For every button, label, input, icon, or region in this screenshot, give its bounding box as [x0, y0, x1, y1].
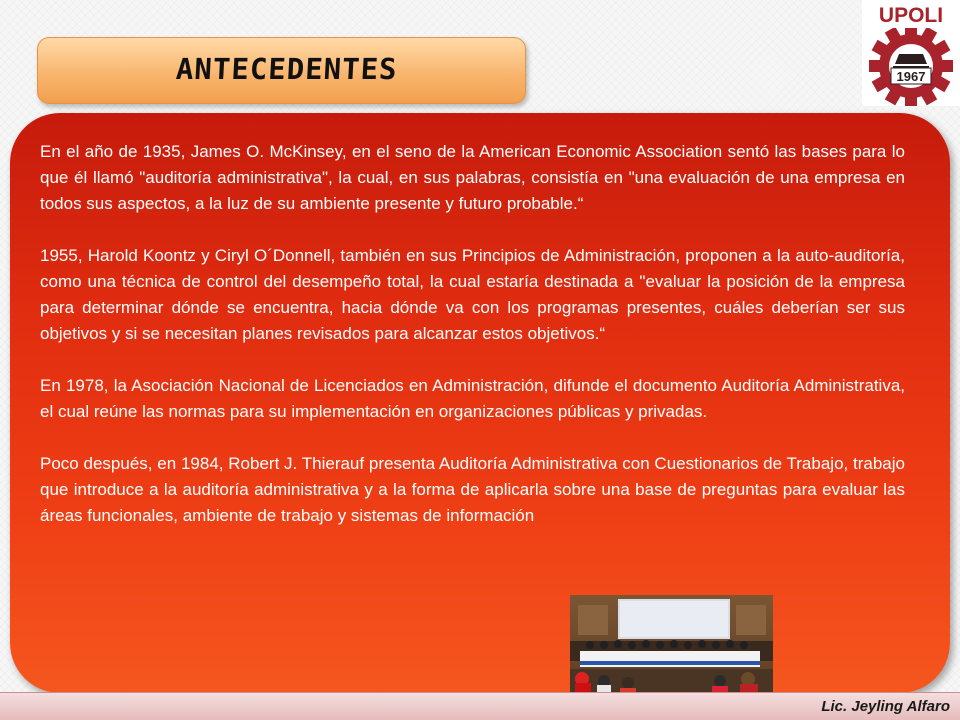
logo-year: 1967 [896, 69, 926, 84]
conference-photo-image [570, 595, 773, 701]
title-banner [37, 37, 526, 104]
gear-emblem-icon [862, 0, 960, 106]
upoli-logo [862, 0, 960, 106]
content-panel [10, 113, 950, 693]
paragraph-1935: En el año de 1935, James O. McKinsey, en el seno de la American Economic Association sentó las bases para lo que él llamó "auditoría administrativa", la cual, en sus palabras, consistía en "una evaluación de una empresa en todos sus aspectos, a la luz de su ambiente presente y futuro probable.“ [40, 142, 905, 213]
conference-photo [570, 595, 773, 701]
footer-bar [0, 692, 960, 720]
slide-title: ANTECEDENTES [175, 52, 399, 86]
paragraph-1978: En 1978, la Asociación Nacional de Licenciados en Administración, difunde el documento Auditoría Administrativa, el cual reúne las normas para su implementación en organizaciones públicas y privadas. [40, 376, 905, 421]
body-text [40, 139, 905, 555]
paragraph-1984: Poco después, en 1984, Robert J. Thierauf presenta Auditoría Administrativa con Cuestionarios de Trabajo, trabajo que introduce a la auditoría administrativa y a la forma de aplicarla sobre una base de preguntas para evaluar las áreas funcionales, ambiente de trabajo y sistemas de información [40, 454, 905, 525]
footer-author: Lic. Jeyling Alfaro [821, 698, 950, 715]
logo-text: UPOLI [878, 4, 944, 27]
paragraph-1955: 1955, Harold Koontz y Ciryl O´Donnell, también en sus Principios de Administración, proponen a la auto-auditoría, como una técnica de control del desempeño total, la cual estaría destinada a "evaluar la posición de la empresa para determinar dónde se encuentra, hacia dónde va con los programas presentes, cuáles deberían ser sus objetivos y si se necesitan planes revisados para alcanzar estos objetivos.“ [40, 246, 905, 343]
